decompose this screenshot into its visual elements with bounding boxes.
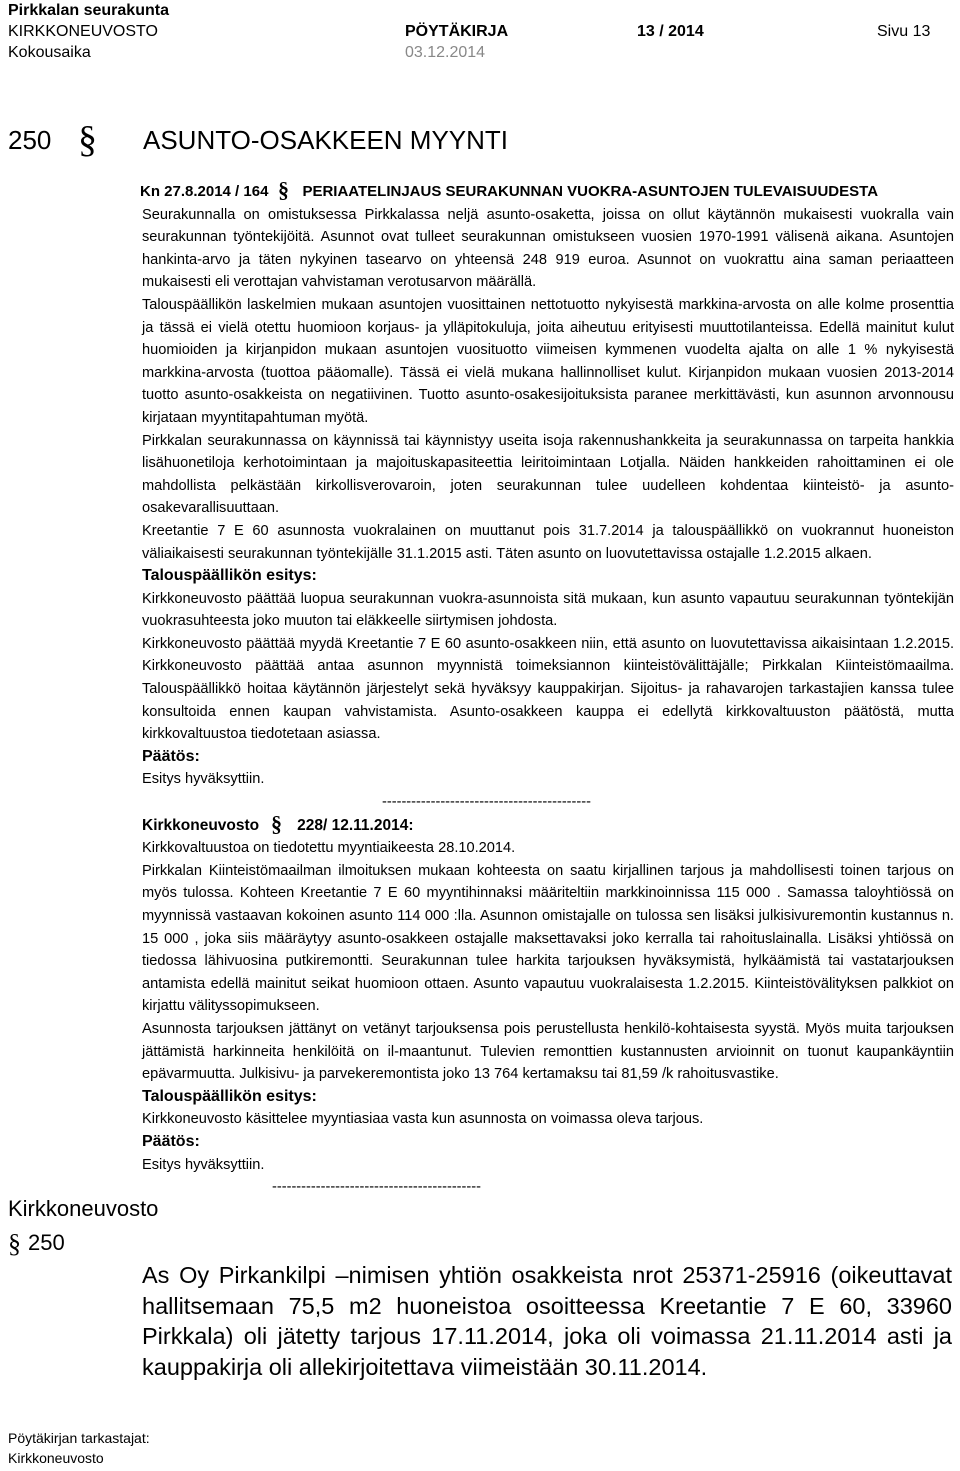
org-name: Pirkkalan seurakunta bbox=[8, 2, 169, 19]
header-row-2 bbox=[8, 21, 952, 42]
svg-text:§: § bbox=[271, 813, 283, 834]
footer-label: Pöytäkirjan tarkastajat: bbox=[8, 1430, 150, 1446]
meeting-label: Kokousaika bbox=[8, 44, 91, 61]
kn2-body: Kirkkoneuvosto bbox=[142, 816, 260, 834]
kn-reference bbox=[140, 180, 952, 204]
page-number: Sivu 13 bbox=[877, 23, 931, 40]
proposal-label: Talouspäällikön esitys: bbox=[142, 567, 317, 585]
decision2-label: Päätös: bbox=[142, 1132, 200, 1150]
side-org-label: Kirkkoneuvosto bbox=[8, 1196, 159, 1221]
summary-text: As Oy Pirkankilpi –nimisen yhtiön osakkeista nrot 25371-25916 (oikeuttavat hallitsemaan 75,5 m2 huoneistoa osoitteessa Kreetantie 7 E 60, 33960 Pirkkala) oli jätetty tarjous 17.11.2014, joka oli voimassa 21.11.2014 asti ja kauppakirja oli allekirjoitettava viimeistään 30.11.2014. bbox=[142, 1262, 952, 1380]
kn-title: PERIAATELINJAUS SEURAKUNNAN VUOKRA-ASUNTOJEN TULEVAISUUDESTA bbox=[302, 183, 879, 200]
svg-text:§: § bbox=[78, 120, 97, 160]
kn2-paragraph-1: Kirkkovaltuustoa on tiedotettu myyntiaikeesta 28.10.2014. bbox=[142, 840, 516, 857]
section-number: 250 bbox=[8, 125, 52, 155]
paragraph-2: Talouspäällikön laskelmien mukaan asuntojen vuosittainen nettotuotto nykyisestä markkina-arvosta on alle kolme prosenttia ja tässä ei vielä otettu huomioon korjaus- ja ylläpitokuluja, joita aiheutuu erityisesti muuttotilanteissa. Edellä mainitut kulut huomioiden ja kirjanpidon mukaan asuntojen vuosituotto viimeisen kymmenen vuodelta ajalta on alle 1 % nykyisestä markkina-arvosta (tuottoa pääomalle). Tässä ei vielä mukana hallinnolliset kulut. Kirjanpidon mukaan vuosien 2013-2014 tuotto asunto-osakkeista on negatiivinen. Tuotto asunto-osakesijoituksista paranee merkittävästi, kun asunnon arvonnousu kirjataan myyntitapahtuman myötä. bbox=[142, 296, 954, 426]
paragraph-sign-icon bbox=[68, 120, 108, 160]
summary-paragraph bbox=[142, 1260, 952, 1382]
footer bbox=[8, 1428, 150, 1468]
proposal2-text: Kirkkoneuvosto käsittelee myyntiasiaa vasta kun asunnosta on voimassa oleva tarjous. bbox=[142, 1111, 704, 1128]
doc-number: 13 / 2014 bbox=[637, 23, 704, 40]
decision2-text: Esitys hyväksyttiin. bbox=[142, 1156, 265, 1173]
header-row-1 bbox=[8, 0, 952, 21]
paragraph-1: Seurakunnalla on omistuksessa Pirkkalassa neljä asunto-osaketta, joissa on ollut käytännön mukaisesti vuokralla vain seurakunnan työntekijöitä. Asunnot ovat tulleet seurakunnan omistukseen vuosien 1970-1991 välisenä aikana. Asuntojen hankinta-arvo ja täten nykyinen tasearvo on yhteensä 248 919 euroa. Asunnot on vuokrattu aina saman periaatteen mukaisesti eli verottajan vahvistaman verotusarvon määrällä. bbox=[142, 206, 954, 291]
section-title: ASUNTO-OSAKKEEN MYYNTI bbox=[143, 125, 509, 155]
meeting-date: 03.12.2014 bbox=[405, 44, 486, 61]
svg-text:§: § bbox=[278, 180, 290, 200]
footer-org: Kirkkoneuvosto bbox=[8, 1450, 104, 1466]
main-content bbox=[142, 180, 954, 1199]
paragraph-sign-icon bbox=[265, 814, 291, 834]
svg-text:§: § bbox=[8, 1229, 21, 1258]
paragraph-3: Pirkkalan seurakunnassa on käynnissä tai käynnistyy useita isoja rakennushankkeita ja seurakunnassa on tarpeita hankkia lisähuonetiloja kerhotoimintaan ja majoituskapasiteettia leiritoimintaan Lotjalla. Näiden hankkeiden rahoittaminen ei ole mahdollista pelkästään kirkollisverovaroin, joten seurakunnan tulee uudelleen kohdentaa kiinteistö- ja asunto-osakevarallisuuttaan. bbox=[142, 432, 954, 517]
decision-label: Päätös: bbox=[142, 747, 200, 765]
body-name: KIRKKONEUVOSTO bbox=[8, 23, 158, 40]
kn2-ref: 228/ 12.11.2014: bbox=[297, 816, 414, 834]
kn2-paragraph-2: Pirkkalan Kiinteistömaailman ilmoituksen mukaan kohteesta on saatu kirjallinen tarjous ja mahdollisesti toinen tarjous on myös tulossa. Kohteen Kreetantie 7 E 60 myyntihinnaksi määriteltiin markkinoinnissa 115 000 . Samassa taloyhtiössä on myynnissä vastaavan kokoinen asunto 114 000 :lla. Asunnon omistajalle on tulossa sen lisäksi julkisivuremontin kustannus n. 15 000 , joka siis määräytyy asunto-osakkeen ostajalle maksettavaksi joko kerralla tai rahoituslainalla. Lisäksi yhtiössä on tiedossa lähivuosina putkiremontti. Seurakunnan tulee harkita tarjouksen hyväksymistä, hylkäämistä tai vastatarjouksen antamista edellä mainitut seikat huomioon ottaen. Asunto vapautuu vuokralaisesta 1.2.2015. Kiinteistövälityksen palkkiot on kirjattu välityssopimukseen. bbox=[142, 862, 954, 1015]
proposal2-label: Talouspäällikön esitys: bbox=[142, 1087, 317, 1105]
kn-date-ref: Kn 27.8.2014 / 164 bbox=[140, 183, 269, 200]
kn2-reference bbox=[142, 814, 954, 838]
separator-line: ------------------------------------------- bbox=[382, 794, 591, 811]
paragraph-sign-icon bbox=[8, 1228, 24, 1258]
side-number: 250 bbox=[28, 1230, 65, 1255]
side-section-number bbox=[8, 1228, 128, 1258]
paragraph-4: Kreetantie 7 E 60 asunnosta vuokralainen on muuttanut pois 31.7.2014 ja talouspäällikkö on vuokrannut huoneiston väliaikaisesti seurakunnan työntekijälle 31.1.2015 asti. Täten asunto on luovutettavissa ostajalle 1.2.2015 alkaen. bbox=[142, 522, 954, 562]
proposal-paragraph-2: Kirkkoneuvosto päättää myydä Kreetantie 7 E 60 asunto-osakkeen niin, että asunto on luovutettavissa aikaisintaan 1.2.2015. Kirkkoneuvosto päättää antaa asunnon myynnistä toimeksiannon kiinteistövälittäjälle; Pirkkalan Kiinteistömaailma. Talouspäällikkö hoitaa käytännön järjestelyt sekä hyväksyy kauppakirjan. Sijoitus- ja rahavarojen tarkastajien kanssa tulee konsultoida ennen kaupan vahvistamista. Asunto-osakkeen kauppa ei edellytä kirkkovaltuuston päätöstä, mutta kirkkovaltuustoa tiedotetaan asiassa. bbox=[142, 635, 954, 743]
section-heading bbox=[8, 122, 608, 158]
decision-text: Esitys hyväksyttiin. bbox=[142, 771, 265, 788]
paragraph-sign-icon bbox=[272, 180, 298, 200]
header-row-3 bbox=[8, 42, 952, 63]
document-header bbox=[8, 0, 952, 63]
separator-line-2: ------------------------------------------- bbox=[272, 1179, 481, 1196]
doc-type: PÖYTÄKIRJA bbox=[405, 23, 509, 40]
kn2-paragraph-3: Asunnosta tarjouksen jättänyt on vetänyt tarjouksensa pois perustellusta henkilö-kohtaisesta syystä. Myös muita tarjouksen jättämistä harkinneita henkilöitä on il-maantunut. Tulevien remonttien kustannusten arvioinnit on tuonut kaupankäyntiin epävarmuutta. Julkisivu- ja parvekeremontista joko 13 764 kertamaksu tai 81,59 /k rahoitusvastike. bbox=[142, 1020, 954, 1083]
proposal-paragraph-1: Kirkkoneuvosto päättää luopua seurakunnan vuokra-asunnoista sitä mukaan, kun asunto vapautuu seurakunnan työntekijän vuokrasuhteesta joko muuton tai eläkkeelle siirtymisen johdosta. bbox=[142, 590, 954, 630]
